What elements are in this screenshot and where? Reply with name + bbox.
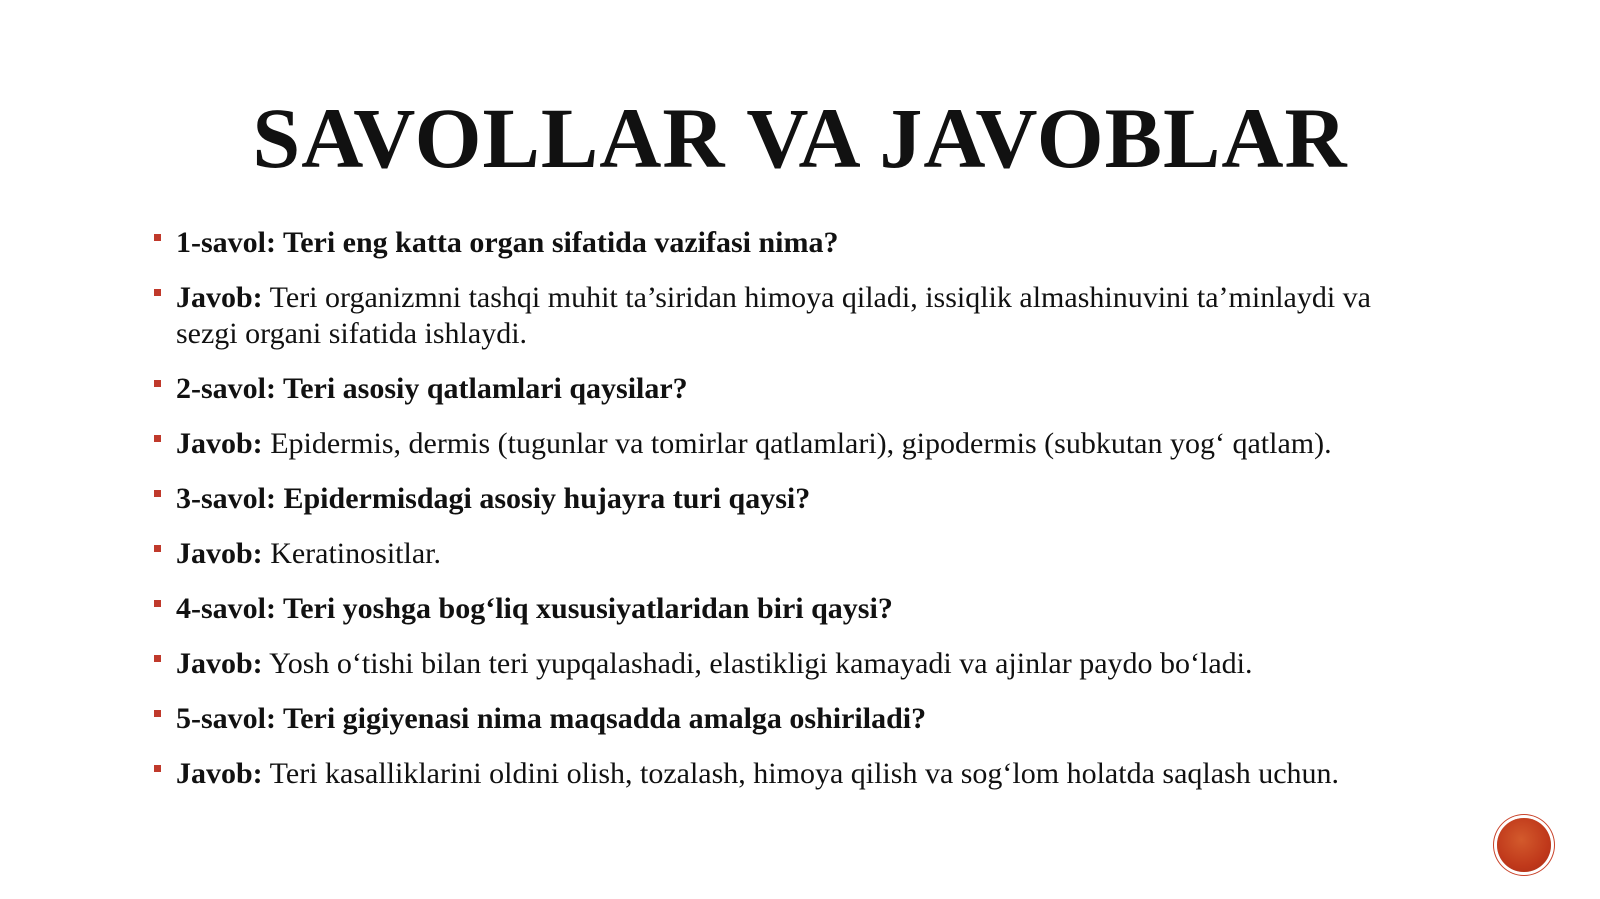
answer-item [150, 280, 1390, 352]
question-text: 2-savol: Teri asosiy qatlamlari qaysilar? [176, 372, 688, 405]
answer-text: Yosh o‘tishi bilan teri yupqalashadi, elastikligi kamayadi va ajinlar paydo bo‘ladi. [262, 647, 1253, 680]
bullet-icon [154, 655, 161, 662]
answer-label: Javob: [176, 427, 263, 460]
bullet-icon [154, 710, 161, 717]
question-item [150, 225, 1390, 261]
slide-title: SAVOLLAR VA JAVOBLAR [252, 90, 1348, 186]
question-item [150, 481, 1390, 517]
slide-nav-button[interactable] [1497, 818, 1551, 872]
bullet-icon [154, 545, 161, 552]
answer-text: Teri organizmni tashqi muhit ta’siridan himoya qiladi, issiqlik almashinuvini ta’minlaydi va sezgi organi sifatida ishlaydi. [176, 281, 1371, 350]
answer-item [150, 536, 1390, 572]
bullet-icon [154, 765, 161, 772]
answer-text: Keratinositlar. [262, 537, 441, 570]
bullet-icon [154, 289, 161, 296]
bullet-icon [154, 234, 161, 241]
question-item [150, 701, 1390, 737]
qa-list [150, 225, 1390, 811]
question-item [150, 591, 1390, 627]
question-text: 3-savol: Epidermisdagi asosiy hujayra turi qaysi? [176, 482, 811, 515]
question-text: 5-savol: Teri gigiyenasi nima maqsadda amalga oshiriladi? [176, 702, 927, 735]
answer-item [150, 426, 1390, 462]
answer-item [150, 756, 1390, 792]
bullet-icon [154, 600, 161, 607]
answer-label: Javob: [176, 757, 263, 790]
bullet-icon [154, 490, 161, 497]
bullet-icon [154, 380, 161, 387]
answer-label: Javob: [176, 647, 263, 680]
answer-label: Javob: [176, 537, 263, 570]
bullet-icon [154, 435, 161, 442]
answer-label: Javob: [176, 281, 263, 314]
question-text: 1-savol: Teri eng katta organ sifatida vazifasi nima? [176, 226, 839, 259]
answer-text: Teri kasalliklarini oldini olish, tozalash, himoya qilish va sog‘lom holatda saqlash uchun. [262, 757, 1340, 790]
answer-text: Epidermis, dermis (tugunlar va tomirlar qatlamlari), gipodermis (subkutan yog‘ qatlam). [262, 427, 1332, 460]
question-text: 4-savol: Teri yoshga bog‘liq xususiyatlaridan biri qaysi? [176, 592, 893, 625]
answer-item [150, 646, 1390, 682]
question-item [150, 371, 1390, 407]
